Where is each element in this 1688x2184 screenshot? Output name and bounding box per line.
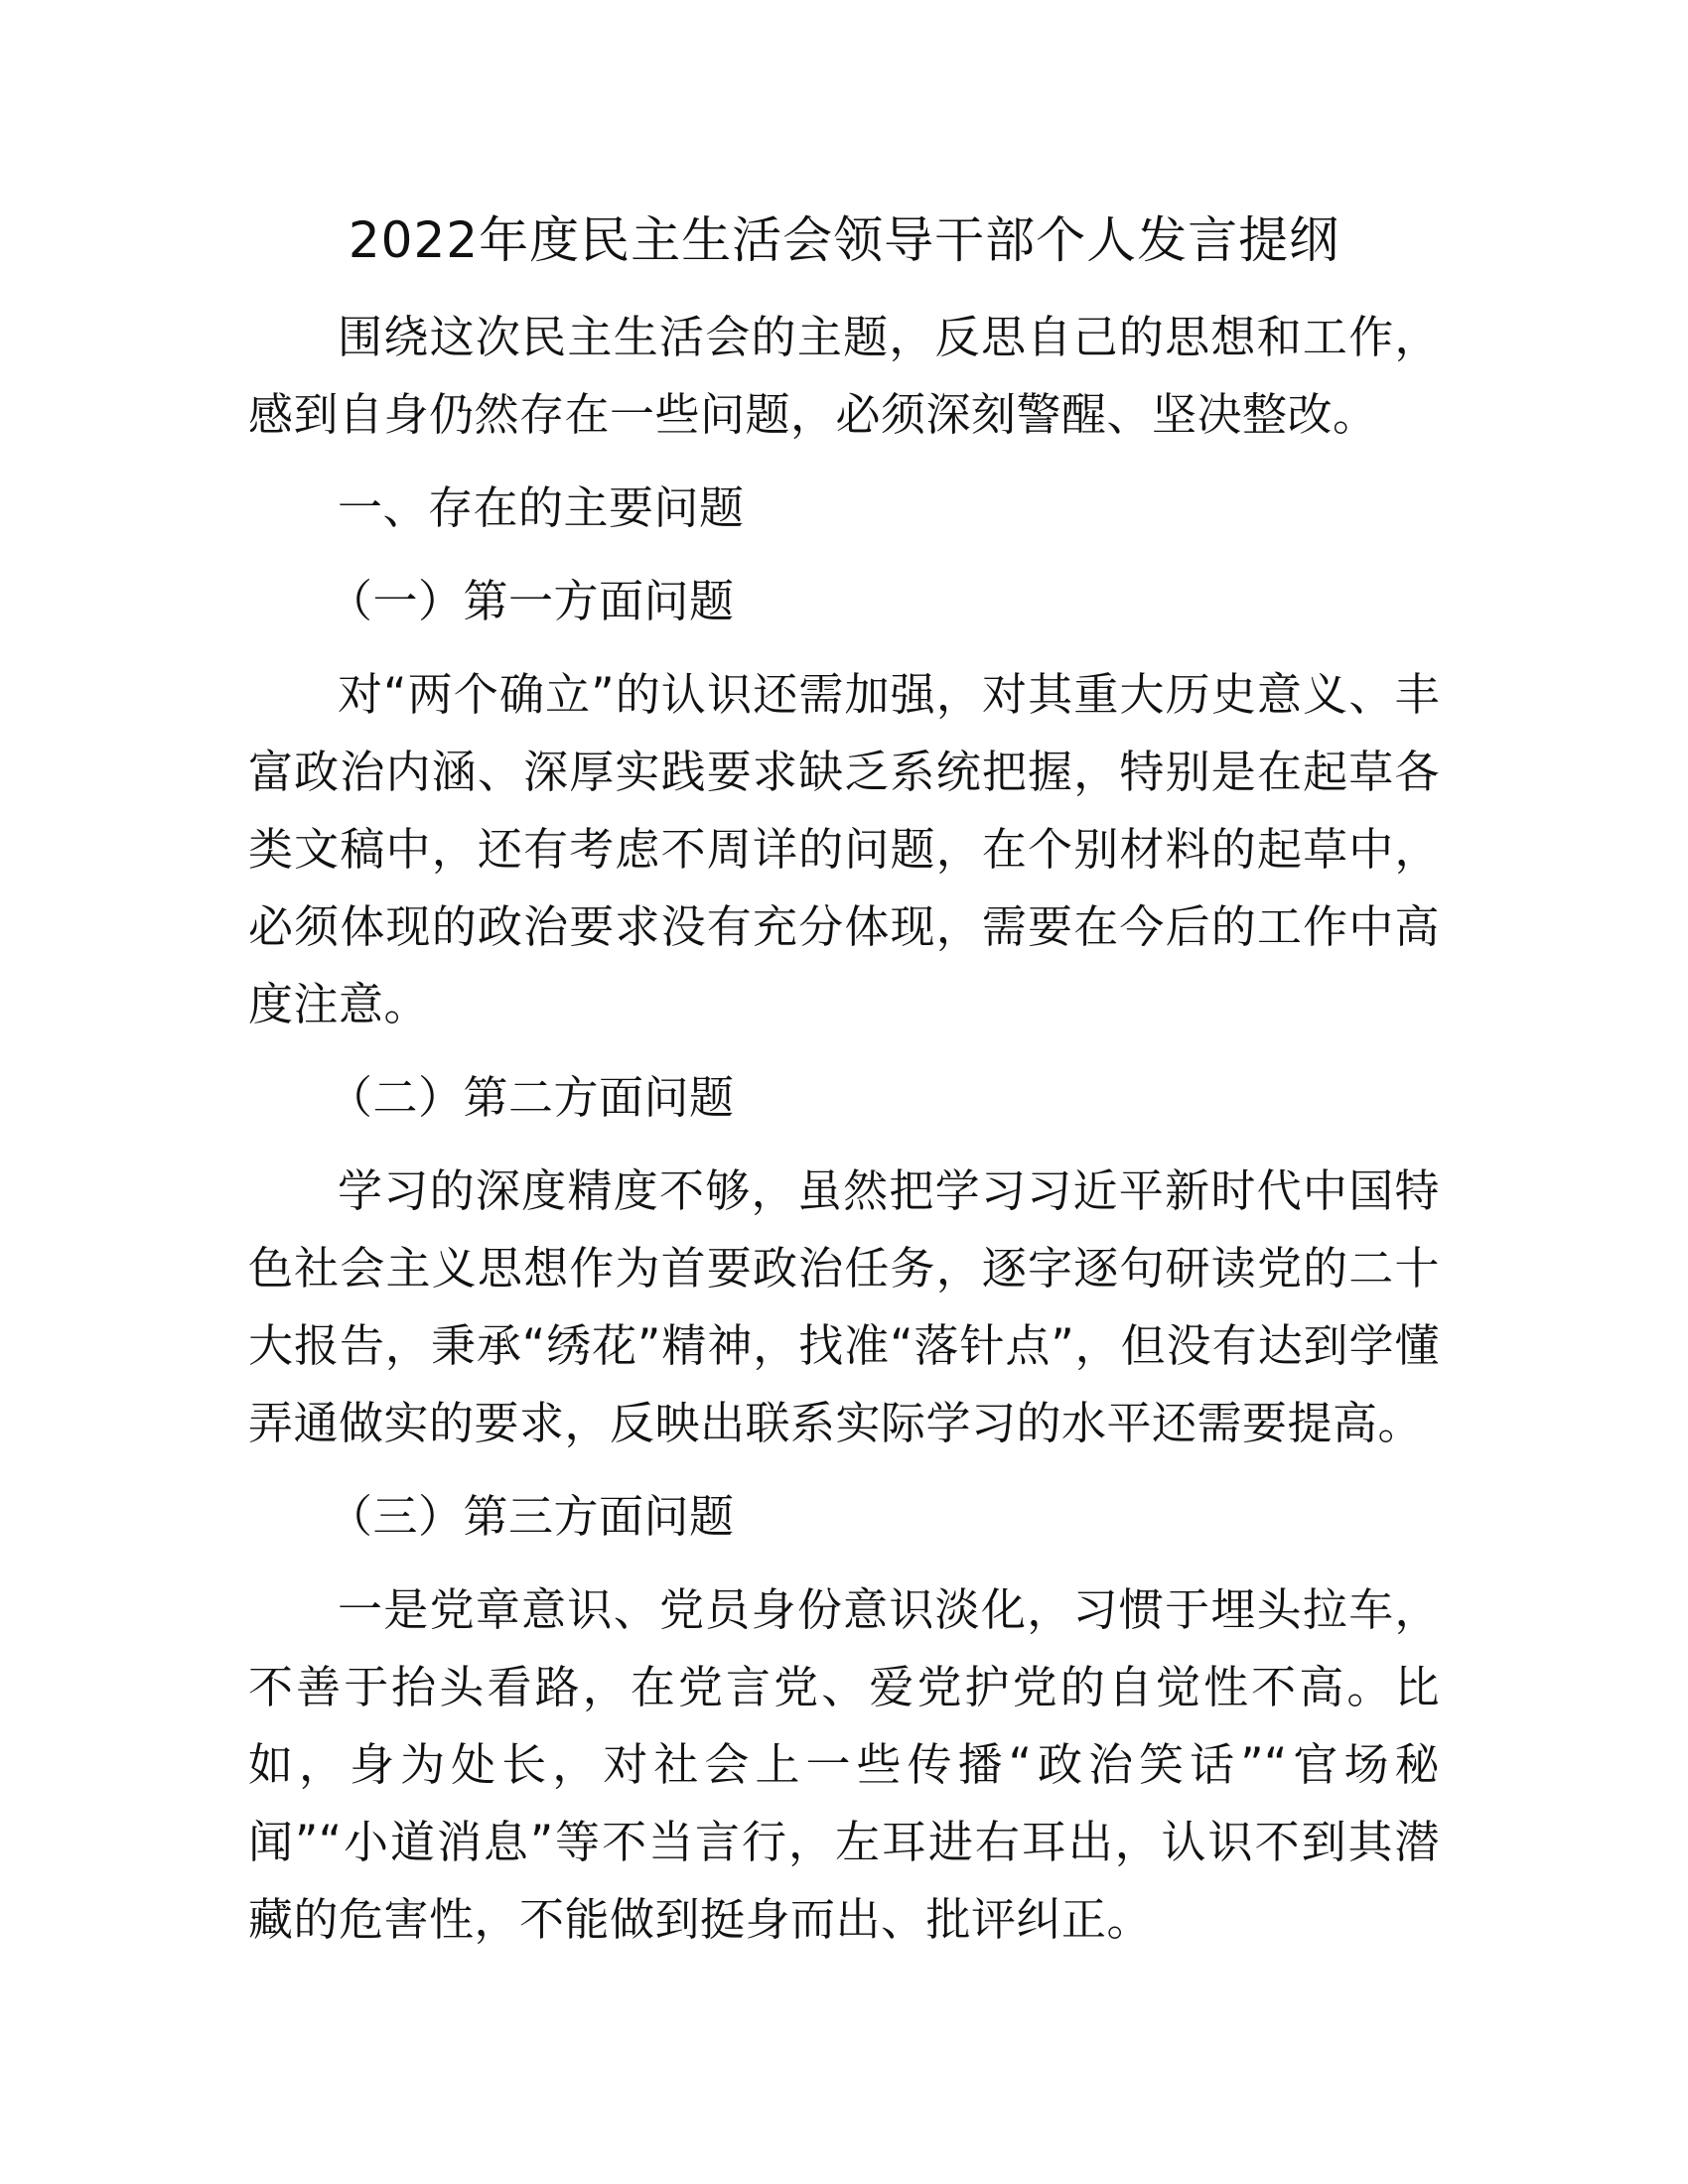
document-body <box>248 299 1440 1975</box>
subsection-paragraph-3: 一是党章意识、党员身份意识淡化，习惯于埋头拉车，不善于抬头看路，在党言党、爱党护党的自觉性不高。比如，身为处长，对社会上一些传播“政治笑话”“官场秘闻”“小道消息”等不当言行，左耳进右耳出，认识不到其潜藏的危害性，不能做到挺身而出、批评纠正。 <box>248 1583 1440 1946</box>
subsection-heading-1: （一）第一方面问题 <box>328 575 735 627</box>
subsection-heading-3: （三）第三方面问题 <box>328 1490 735 1543</box>
intro-paragraph: 围绕这次民主生活会的主题，反思自己的思想和工作，感到自身仍然存在一些问题，必须深刻警醒、坚决整改。 <box>248 311 1440 441</box>
subsection-heading-2: （二）第二方面问题 <box>328 1071 735 1124</box>
section-heading-main-problems: 一、存在的主要问题 <box>338 481 745 534</box>
subsection-paragraph-1: 对“两个确立”的认识还需加强，对其重大历史意义、丰富政治内涵、深厚实践要求缺乏系统把握，特别是在起草各类文稿中，还有考虑不周详的问题，在个别材料的起草中，必须体现的政治要求没有充分体现，需要在今后的工作中高度注意。 <box>248 668 1440 1030</box>
document-title: 2022年度民主生活会领导干部个人发言提纲 <box>348 211 1340 269</box>
subsection-paragraph-2: 学习的深度精度不够，虽然把学习习近平新时代中国特色社会主义思想作为首要政治任务，逐字逐句研读党的二十大报告，秉承“绣花”精神，找准“落针点”，但没有达到学懂弄通做实的要求，反映出联系实际学习的水平还需要提高。 <box>248 1164 1440 1449</box>
